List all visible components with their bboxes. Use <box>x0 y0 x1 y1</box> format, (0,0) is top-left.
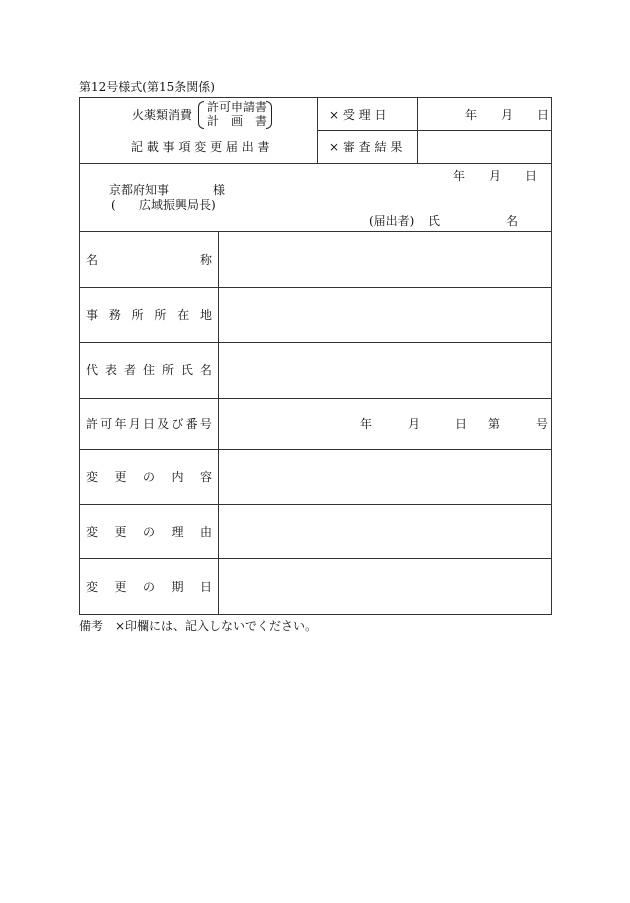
bureau-label: 広域振興局長) <box>139 198 216 212</box>
name-label-last: 名 <box>506 214 519 228</box>
form-prefix: 火薬類消費 <box>132 108 193 122</box>
permit-number-suffix: 号 <box>536 417 549 431</box>
option-permit-application: 許可申請書 <box>207 100 268 114</box>
receipt-day: 日 <box>537 108 550 122</box>
receipt-date-label: × 受 理 日 <box>329 108 387 122</box>
review-result-label: × 審 査 結 果 <box>329 140 403 154</box>
row-label-change-reason: 変 更 の 理 由 <box>86 525 212 539</box>
name-label-first: 氏 <box>428 214 441 228</box>
row-label-office-address: 事 務 所 所 在 地 <box>86 308 212 322</box>
bureau-open: ( <box>111 198 116 212</box>
row-label-change-date: 変 更 の 期 日 <box>86 580 212 594</box>
honorific: 様 <box>213 183 226 197</box>
form-title: 記 載 事 項 変 更 届 出 書 <box>131 140 270 154</box>
row-label-change-content: 変 更 の 内 容 <box>86 470 212 484</box>
right-bracket <box>266 101 272 129</box>
permit-month: 月 <box>408 417 421 431</box>
left-bracket <box>198 101 204 129</box>
row-label-name: 名 称 <box>86 253 212 267</box>
notice-day: 日 <box>525 169 538 183</box>
row-label-representative: 代 表 者 住 所 氏 名 <box>86 363 212 377</box>
governor-label: 京都府知事 <box>109 183 170 197</box>
permit-day: 日 <box>455 417 468 431</box>
permit-year: 年 <box>360 417 373 431</box>
remarks-note: 備考 ×印欄には、記入しないでください。 <box>79 619 318 633</box>
notifier-label: (届出者) <box>369 214 415 228</box>
form-number: 第12号様式(第15条関係) <box>79 80 215 94</box>
notice-year: 年 <box>453 169 466 183</box>
receipt-year: 年 <box>465 108 478 122</box>
row-label-permit-date-number: 許 可 年 月 日 及 び 番 号 <box>86 417 212 431</box>
option-plan: 計 画 書 <box>207 114 268 128</box>
receipt-month: 月 <box>501 108 514 122</box>
permit-number-prefix: 第 <box>488 417 501 431</box>
notice-month: 月 <box>489 169 502 183</box>
